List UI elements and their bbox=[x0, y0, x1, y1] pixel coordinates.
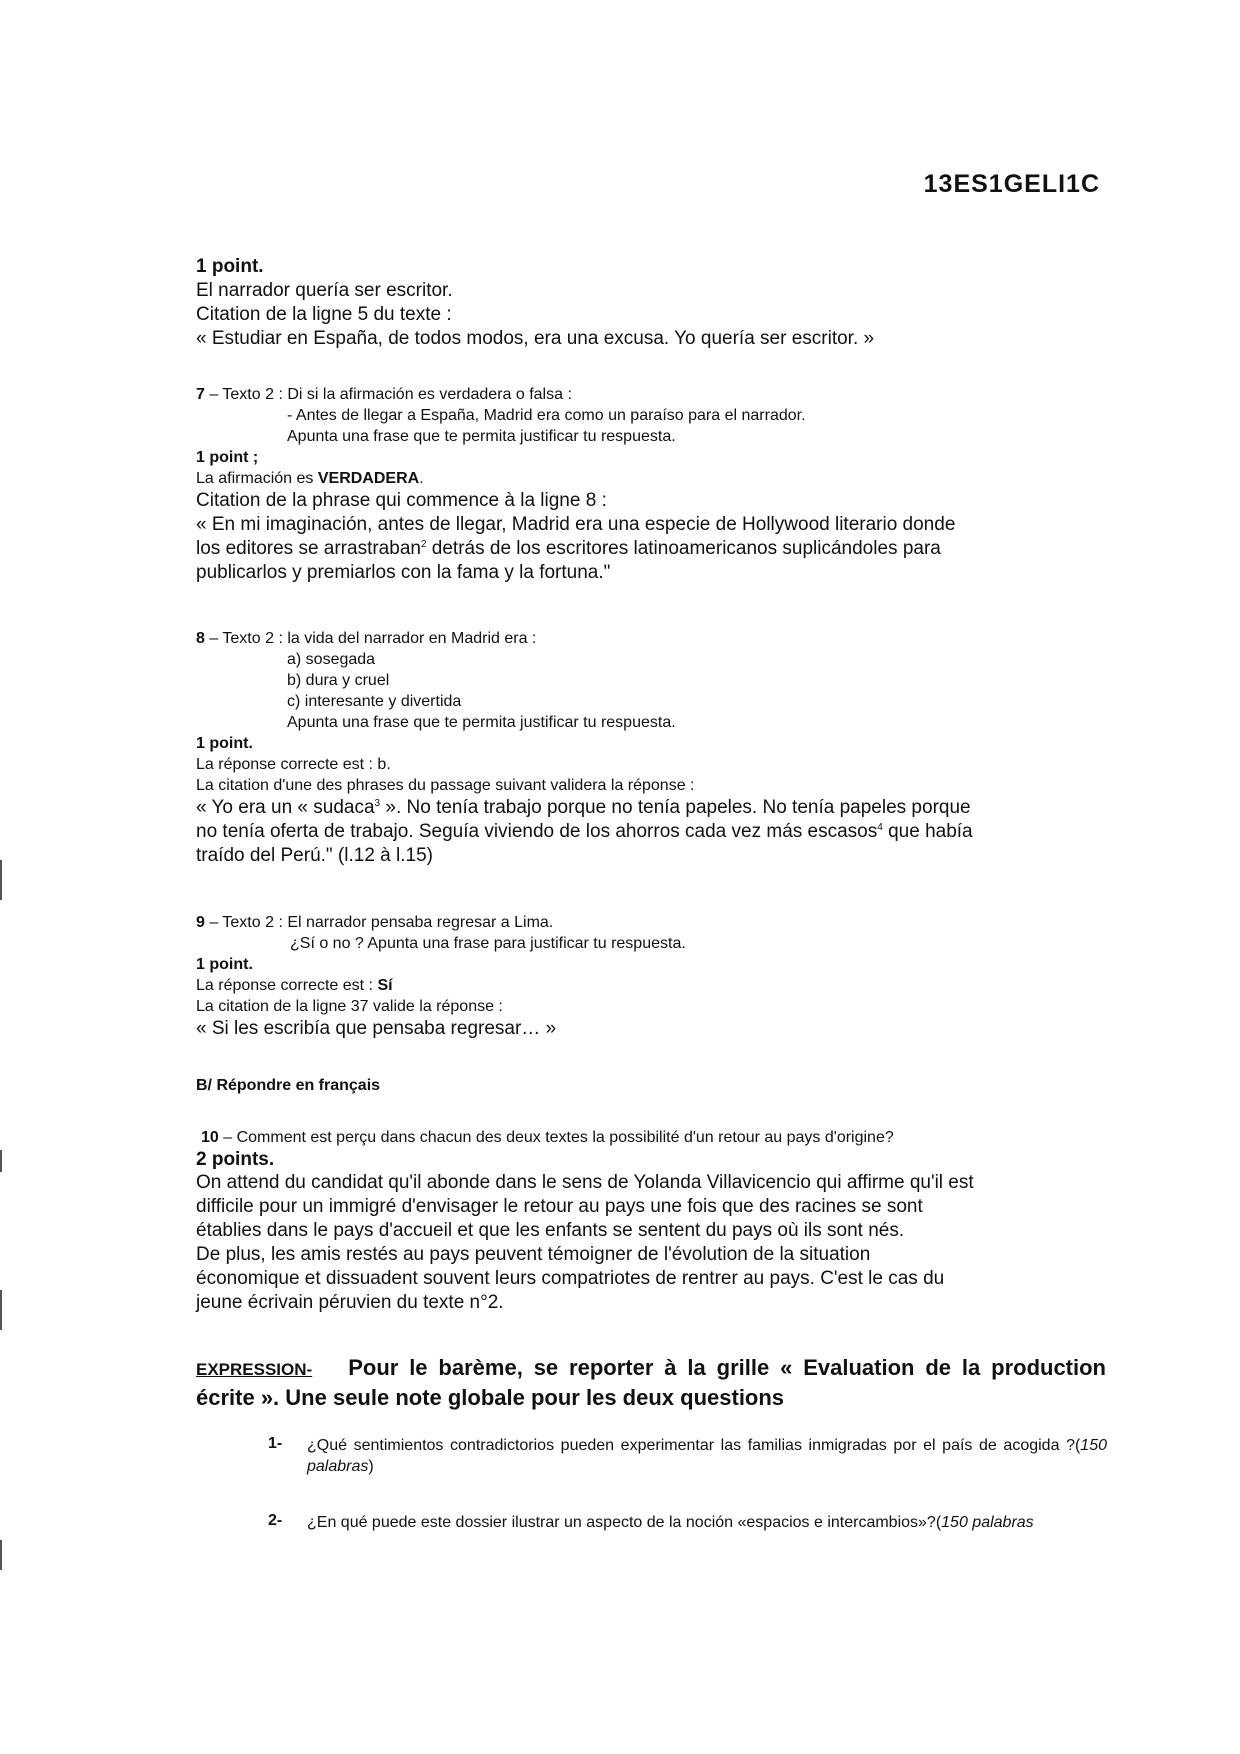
q7-answer-suffix: . bbox=[419, 470, 424, 487]
q8-option: c) interesante y divertida bbox=[287, 693, 462, 710]
q6-points: 1 point. bbox=[196, 256, 264, 277]
q7-instruction: Apunta una frase que te permita justificar tu respuesta. bbox=[287, 428, 676, 445]
q7-answer bbox=[196, 468, 1106, 489]
q10-prompt bbox=[196, 1127, 1106, 1148]
q9-quote: « Si les escribía que pensaba regresar… » bbox=[196, 1018, 557, 1039]
expression-question-text: ¿Qué sentimientos contradictorios pueden experimentar las familias inmigradas por el país de acogida ?( bbox=[307, 1437, 1081, 1454]
q7-citation-intro: Citation de la phrase qui commence à la ligne 8 : bbox=[196, 490, 607, 511]
q8-number: 8 bbox=[196, 630, 205, 647]
q7-quote-line: « En mi imaginación, antes de llegar, Madrid era una especie de Hollywood literario donde bbox=[196, 514, 956, 535]
q8-quote-line bbox=[196, 820, 1106, 844]
q7-statement: - Antes de llegar a España, Madrid era como un paraíso para el narrador. bbox=[287, 407, 806, 424]
q8-quote-text: ». No tenía trabajo porque no tenía papeles. No tenía papeles porque bbox=[380, 797, 971, 818]
q7-prompt-text: – Texto 2 : Di si la afirmación es verdadera o falsa : bbox=[204, 386, 572, 403]
q8-citation-intro: La citation d'une des phrases du passage suivant validera la réponse : bbox=[196, 777, 695, 794]
q8-section bbox=[196, 628, 1106, 868]
q7-prompt bbox=[196, 384, 1106, 405]
scan-edge-mark bbox=[0, 1150, 2, 1172]
q10-section bbox=[196, 1127, 1106, 1315]
q7-quote-line bbox=[196, 537, 1106, 561]
expression-question-number: 1- bbox=[268, 1435, 283, 1452]
q10-number: 10 bbox=[201, 1129, 219, 1146]
expression-question bbox=[307, 1435, 1107, 1477]
q8-quote-text: « Yo era un « sudaca bbox=[196, 797, 375, 818]
q10-answer-line: On attend du candidat qu'il abonde dans le sens de Yolanda Villavicencio qui affirme qu'il est bbox=[196, 1172, 974, 1193]
scan-edge-mark bbox=[0, 860, 2, 900]
q7-section bbox=[196, 384, 1106, 585]
q8-prompt bbox=[196, 628, 1106, 649]
section-b-title: B/ Répondre en français bbox=[196, 1077, 381, 1094]
q8-quote-text: que había bbox=[882, 821, 973, 842]
expression-question-text: ¿En qué puede este dossier ilustrar un aspecto de la noción «espacios e intercambios»?( bbox=[307, 1514, 942, 1531]
q10-answer-line: économique et dissuadent souvent leurs compatriotes de rentrer au pays. C'est le cas du bbox=[196, 1268, 945, 1289]
q6-citation-intro: Citation de la ligne 5 du texte : bbox=[196, 304, 452, 325]
expression-question bbox=[307, 1512, 1107, 1533]
q7-answer-prefix: La afirmación es bbox=[196, 470, 318, 487]
expression-question-length: 150 palabras bbox=[941, 1514, 1034, 1531]
q9-answer bbox=[196, 975, 1106, 996]
footnote-ref: 4 bbox=[877, 822, 883, 833]
q8-quote-line: traído del Perú." (l.12 à l.15) bbox=[196, 845, 433, 866]
q6-quote: « Estudiar en España, de todos modos, era una excusa. Yo quería ser escritor. » bbox=[196, 328, 875, 349]
q10-prompt-text: – Comment est perçu dans chacun des deux textes la possibilité d'un retour au pays d'origine? bbox=[218, 1129, 894, 1146]
expression-text: Pour le barème, se reporter à la grille « Evaluation de la production écrite ». Une seule note globale pour les deux questions bbox=[196, 1355, 1106, 1410]
q7-number: 7 bbox=[196, 386, 205, 403]
expression-question-number: 2- bbox=[268, 1512, 283, 1529]
scan-edge-mark bbox=[0, 1540, 2, 1570]
q10-answer-line: De plus, les amis restés au pays peuvent témoigner de l'évolution de la situation bbox=[196, 1244, 871, 1265]
q8-quote-text: no tenía oferta de trabajo. Seguía viviendo de los ahorros cada vez más escasos bbox=[196, 821, 878, 842]
q8-points: 1 point. bbox=[196, 735, 253, 752]
q6-answer bbox=[196, 255, 1106, 351]
q9-section bbox=[196, 912, 1106, 1041]
q7-answer-value: VERDADERA bbox=[317, 470, 420, 487]
q10-answer-line: jeune écrivain péruvien du texte n°2. bbox=[196, 1292, 504, 1313]
q9-question: ¿Sí o no ? Apunta una frase para justificar tu respuesta. bbox=[290, 935, 686, 952]
q8-instruction: Apunta una frase que te permita justificar tu respuesta. bbox=[287, 714, 676, 731]
q9-prompt bbox=[196, 912, 1106, 933]
expression-question-length: 150 palabras bbox=[307, 1437, 1107, 1475]
q8-option: a) sosegada bbox=[287, 651, 376, 668]
q7-points: 1 point ; bbox=[196, 449, 259, 466]
document-code: 13ES1GELI1C bbox=[923, 170, 1100, 198]
q10-answer-line: difficile pour un immigré d'envisager le retour au pays une fois que des racines se sont bbox=[196, 1196, 923, 1217]
q9-points: 1 point. bbox=[196, 956, 253, 973]
q9-answer-prefix: La réponse correcte est : bbox=[196, 977, 378, 994]
expression-question-close: ) bbox=[368, 1458, 374, 1475]
q6-statement: El narrador quería ser escritor. bbox=[196, 280, 453, 301]
q8-answer: La réponse correcte est : b. bbox=[196, 756, 391, 773]
q8-option: b) dura y cruel bbox=[287, 672, 390, 689]
scan-edge-mark bbox=[0, 1290, 2, 1330]
footnote-ref: 3 bbox=[374, 798, 381, 809]
footnote-ref: 2 bbox=[420, 539, 427, 550]
q7-quote-line: publicarlos y premiarlos con la fama y la fortuna." bbox=[196, 562, 611, 583]
q9-number: 9 bbox=[196, 914, 205, 931]
q9-citation-intro: La citation de la ligne 37 valide la réponse : bbox=[196, 998, 503, 1015]
q7-quote-text: detrás de los escritores latinoamericanos suplicándoles para bbox=[426, 538, 941, 559]
q9-answer-value: Sí bbox=[377, 977, 393, 994]
expression-label: EXPRESSION- bbox=[196, 1360, 313, 1379]
q10-points: 2 points. bbox=[196, 1149, 275, 1170]
q9-prompt-text: – Texto 2 : El narrador pensaba regresar a Lima. bbox=[204, 914, 554, 931]
q8-prompt-text: – Texto 2 : la vida del narrador en Madrid era : bbox=[204, 630, 537, 647]
q8-quote-line bbox=[196, 796, 1106, 820]
q7-quote-text: los editores se arrastraban bbox=[196, 538, 421, 559]
q10-answer-line: établies dans le pays d'accueil et que les enfants se sentent du pays où ils sont nés. bbox=[196, 1220, 905, 1241]
expression-heading bbox=[196, 1354, 1106, 1412]
